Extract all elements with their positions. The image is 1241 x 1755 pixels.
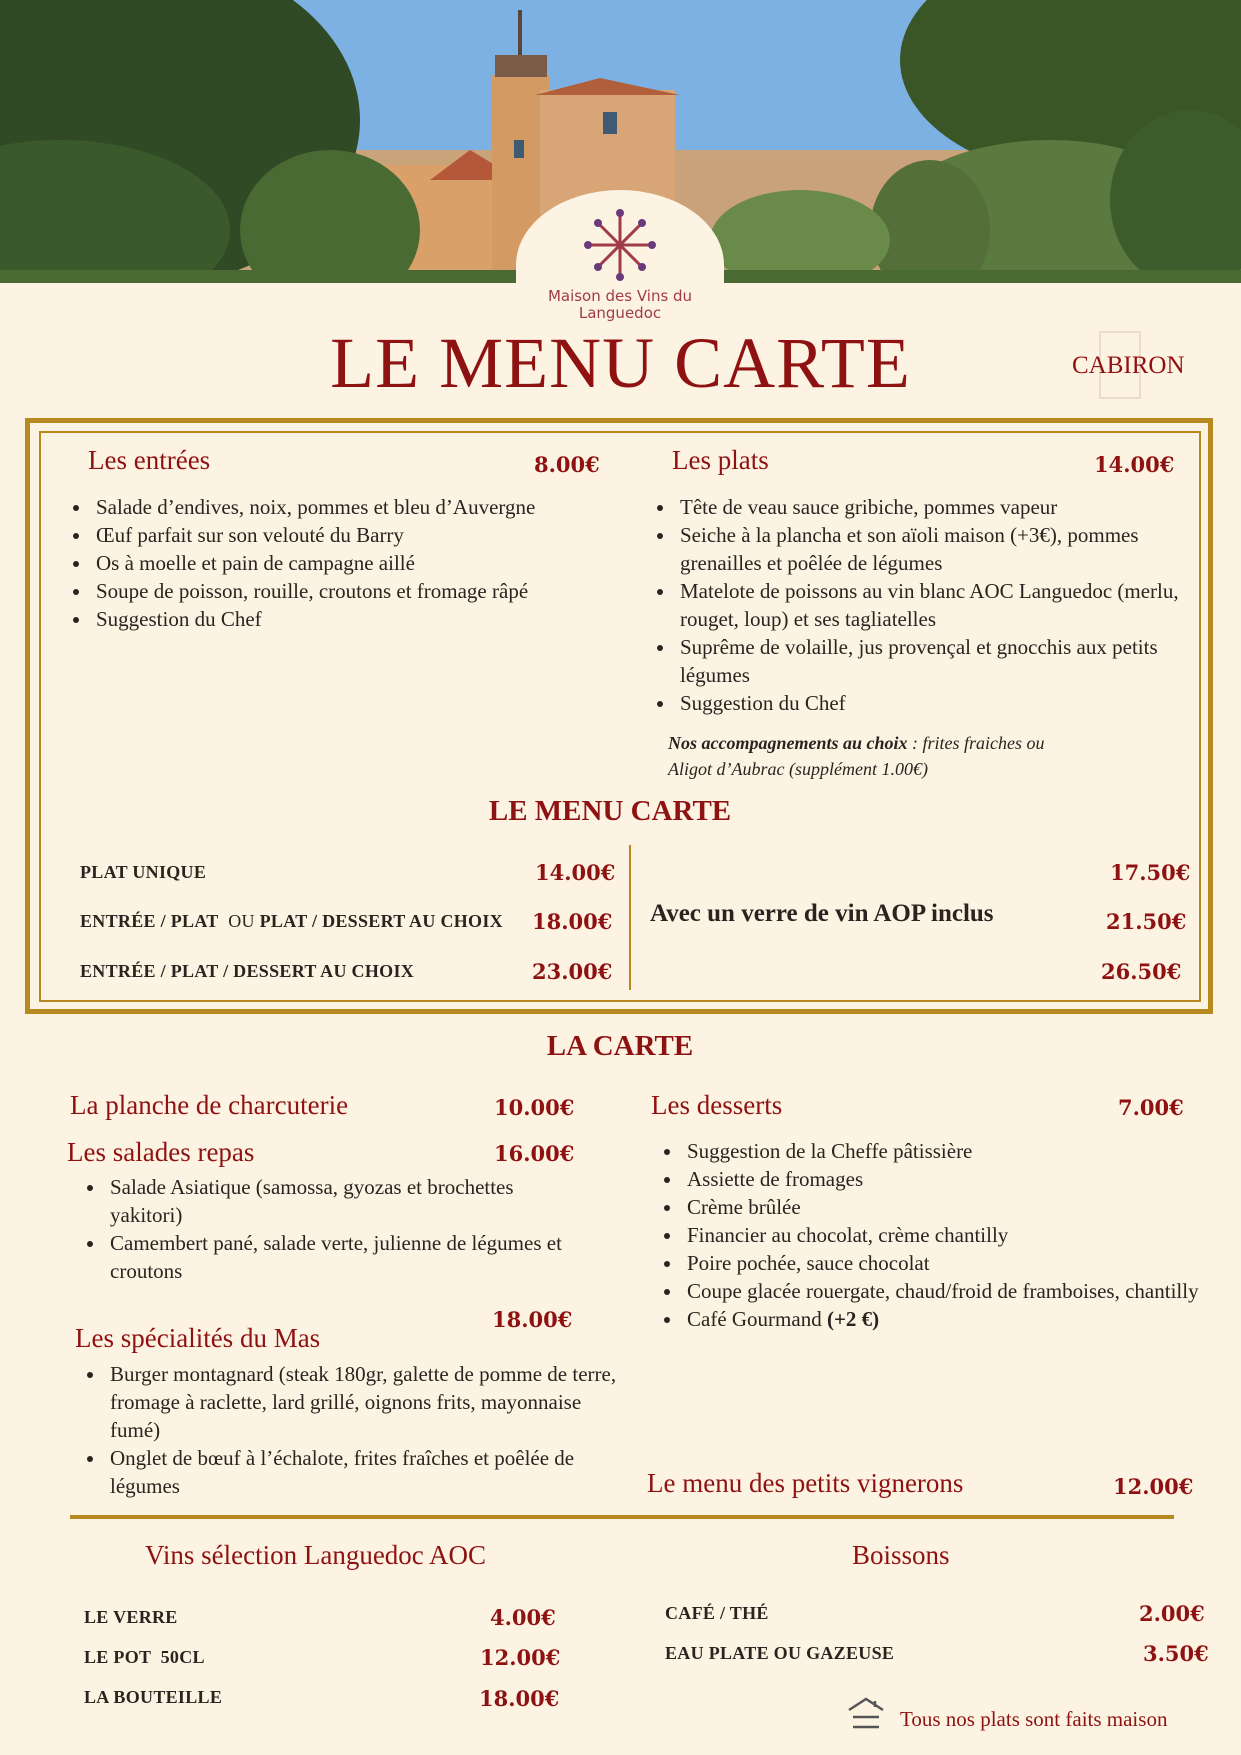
- list-item: • Seiche à la plancha et son aïoli maison (+3€), pommes grenailles et poêlée de légumes: [676, 521, 1206, 577]
- boissons-title: Boissons: [852, 1540, 950, 1570]
- desserts-title: Les desserts: [651, 1090, 783, 1120]
- formula-price-2: 18.00€: [532, 909, 613, 934]
- specialites-price: 18.00€: [492, 1307, 573, 1332]
- boissons-price-2: 3.50€: [1143, 1641, 1209, 1666]
- list-item: • Œuf parfait sur son velouté du Barry: [92, 521, 652, 549]
- list-item: [683, 1305, 1223, 1333]
- dessert-last-supplement: (+2 €): [826, 1307, 880, 1331]
- boissons-label-2: EAU PLATE OU GAZEUSE: [665, 1643, 895, 1663]
- section-divider: [70, 1515, 1174, 1519]
- accompaniments-note: [668, 730, 1188, 782]
- la-carte-title: LA CARTE: [546, 1030, 694, 1062]
- formula-label-1: PLAT UNIQUE: [80, 862, 207, 882]
- entrees-title: Les entrées: [88, 445, 211, 475]
- list-item: • Onglet de bœuf à l’échalote, frites fraîches et poêlée de légumes: [106, 1444, 626, 1500]
- boissons-price-1: 2.00€: [1139, 1601, 1205, 1626]
- vins-label-2: LE POT 50CL: [84, 1647, 205, 1667]
- entrees-list: [72, 493, 652, 633]
- vins-label-3: LA BOUTEILLE: [84, 1687, 223, 1707]
- vins-title: Vins sélection Languedoc AOC: [145, 1540, 487, 1570]
- salades-list: [86, 1173, 576, 1285]
- list-item: • Soupe de poisson, rouille, croutons et fromage râpé: [92, 577, 652, 605]
- list-item: • Crème brûlée: [683, 1193, 1223, 1221]
- formula-label-2-ou: OU: [228, 911, 255, 931]
- note-rest: : frites fraiches ou: [907, 733, 1045, 753]
- formula-label-3: ENTRÉE / PLAT / DESSERT AU CHOIX: [80, 961, 415, 981]
- list-item: • Suggestion du Chef: [92, 605, 652, 633]
- formula-wine-price-2: 21.50€: [1106, 909, 1187, 934]
- logo-line-1: Maison des Vins du: [547, 287, 693, 305]
- wine-included-label: Avec un verre de vin AOP inclus: [650, 900, 994, 927]
- list-item: • Camembert pané, salade verte, julienne de légumes et croutons: [106, 1229, 576, 1285]
- charcuterie-price: 10.00€: [494, 1095, 575, 1120]
- plats-price: 14.00€: [1094, 452, 1175, 477]
- list-item: • Tête de veau sauce gribiche, pommes vapeur: [676, 493, 1206, 521]
- vins-label-1: LE VERRE: [84, 1607, 178, 1627]
- occitan-cross-logo-icon: [575, 205, 665, 285]
- vins-price-1: 4.00€: [490, 1605, 556, 1630]
- formula-label-2a: ENTRÉE / PLAT: [80, 911, 219, 931]
- vins-price-3: 18.00€: [479, 1686, 560, 1711]
- formula-price-1: 14.00€: [535, 860, 616, 885]
- desserts-list: [663, 1137, 1223, 1333]
- list-item: • Suggestion de la Cheffe pâtissière: [683, 1137, 1223, 1165]
- formula-wine-price-1: 17.50€: [1110, 860, 1191, 885]
- charcuterie-title: La planche de charcuterie: [70, 1090, 349, 1120]
- list-item: • Poire pochée, sauce chocolat: [683, 1249, 1223, 1277]
- logo-text: [516, 288, 724, 322]
- boissons-label-1: CAFÉ / THÉ: [665, 1603, 769, 1623]
- cabiron-logo-text: CABIRON: [1072, 352, 1185, 379]
- specialites-list: [86, 1360, 626, 1500]
- salades-title: Les salades repas: [67, 1137, 255, 1167]
- formula-wine-price-3: 26.50€: [1101, 959, 1182, 984]
- list-item: • Assiette de fromages: [683, 1165, 1223, 1193]
- list-item: • Salade d’endives, noix, pommes et bleu d’Auvergne: [92, 493, 652, 521]
- note-line-2: Aligot d’Aubrac (supplément 1.00€): [668, 759, 928, 779]
- vins-price-2: 12.00€: [480, 1645, 561, 1670]
- list-item: • Salade Asiatique (samossa, gyozas et brochettes yakitori): [106, 1173, 576, 1229]
- specialites-title: Les spécialités du Mas: [75, 1323, 321, 1353]
- menu-carte-subtitle: LE MENU CARTE: [488, 795, 732, 827]
- formula-label-2: [80, 911, 503, 932]
- page-title: LE MENU CARTE: [330, 323, 911, 403]
- salades-price: 16.00€: [494, 1141, 575, 1166]
- house-icon: [845, 1695, 887, 1731]
- list-item: • Os à moelle et pain de campagne aillé: [92, 549, 652, 577]
- list-item: • Financier au chocolat, crème chantilly: [683, 1221, 1223, 1249]
- formula-price-3: 23.00€: [532, 959, 613, 984]
- desserts-price: 7.00€: [1118, 1095, 1184, 1120]
- note-bold: Nos accompagnements au choix: [668, 733, 908, 753]
- footer-text: Tous nos plats sont faits maison: [900, 1707, 1168, 1731]
- entrees-price: 8.00€: [534, 452, 600, 477]
- vignerons-price: 12.00€: [1113, 1474, 1194, 1499]
- list-item: • Burger montagnard (steak 180gr, galette de pomme de terre, fromage à raclette, lard grillé, oignons frits, mayonnaise fumé): [106, 1360, 626, 1444]
- list-item: • Matelote de poissons au vin blanc AOC Languedoc (merlu, rouget, loup) et ses tagliatelles: [676, 577, 1206, 633]
- vignerons-title: Le menu des petits vignerons: [647, 1468, 964, 1498]
- plats-list: [656, 493, 1206, 717]
- logo-line-2: Languedoc: [578, 304, 662, 322]
- formula-label-2b: PLAT / DESSERT AU CHOIX: [259, 911, 503, 931]
- formula-divider: [629, 845, 631, 990]
- list-item: • Suprême de volaille, jus provençal et gnocchis aux petits légumes: [676, 633, 1206, 689]
- dessert-last-label: Café Gourmand: [687, 1307, 827, 1331]
- plats-title: Les plats: [672, 445, 769, 475]
- list-item: • Suggestion du Chef: [676, 689, 1206, 717]
- list-item: • Coupe glacée rouergate, chaud/froid de framboises, chantilly: [683, 1277, 1223, 1305]
